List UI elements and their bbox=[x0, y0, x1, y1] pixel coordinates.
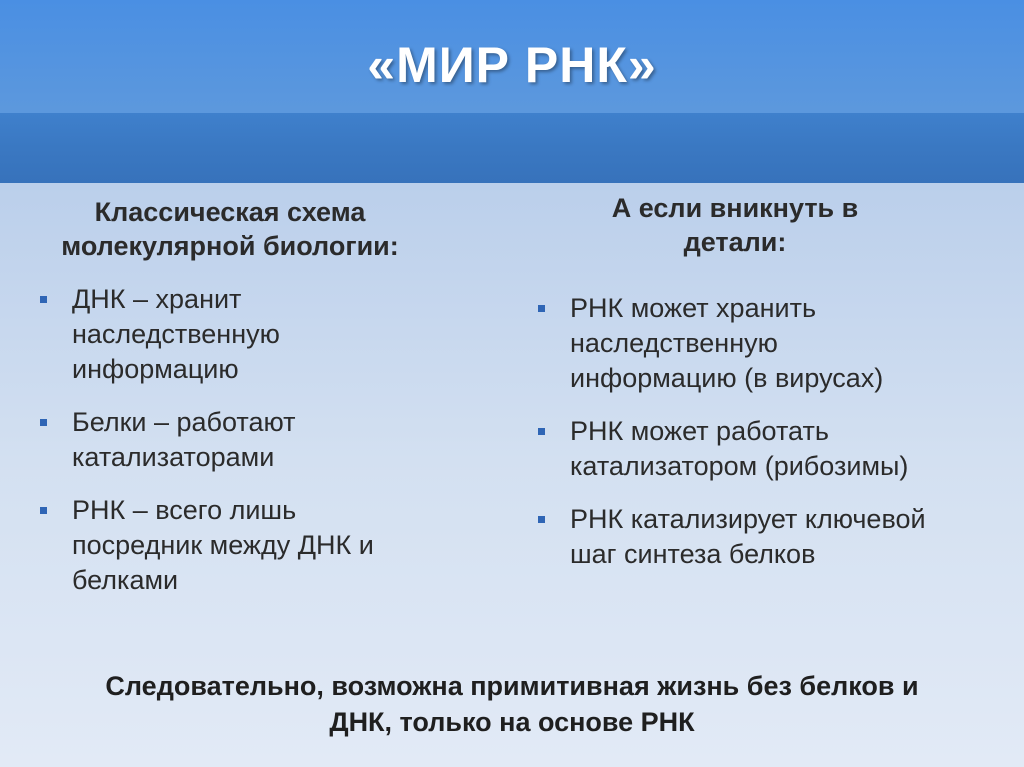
list-item bbox=[37, 493, 457, 598]
slide-header-band bbox=[0, 113, 1024, 183]
left-heading-line-2: молекулярной биологии: bbox=[61, 231, 399, 261]
conclusion-line-2: ДНК, только на основе РНК bbox=[329, 707, 695, 737]
square-bullet-icon bbox=[538, 428, 545, 435]
list-item-line: РНК катализирует ключевой bbox=[570, 504, 926, 534]
right-heading-line-1: А если вникнуть в bbox=[611, 193, 859, 223]
conclusion-text bbox=[20, 668, 1004, 740]
left-heading-line-1: Классическая схема bbox=[94, 197, 366, 227]
list-item-line: белками bbox=[72, 565, 179, 595]
square-bullet-icon bbox=[40, 296, 47, 303]
conclusion-line-1: Следовательно, возможна примитивная жизнь без белков и bbox=[105, 671, 919, 701]
list-item-line: РНК может хранить bbox=[570, 293, 817, 323]
list-item-line: наследственную bbox=[570, 328, 778, 358]
right-bullet-list bbox=[535, 291, 995, 590]
list-item-line: РНК может работать bbox=[570, 416, 829, 446]
list-item-line: шаг синтеза белков bbox=[570, 539, 816, 569]
list-item bbox=[37, 405, 457, 475]
list-item-line: Белки – работают bbox=[72, 407, 296, 437]
square-bullet-icon bbox=[538, 516, 545, 523]
list-item-line: ДНК – хранит bbox=[72, 284, 242, 314]
list-item-line: информацию bbox=[72, 354, 239, 384]
square-bullet-icon bbox=[538, 305, 545, 312]
left-bullet-list bbox=[37, 282, 457, 616]
list-item-line: информацию (в вирусах) bbox=[570, 363, 884, 393]
list-item bbox=[535, 291, 995, 396]
square-bullet-icon bbox=[40, 419, 47, 426]
slide-title: «МИР РНК» bbox=[367, 37, 657, 93]
list-item-line: посредник между ДНК и bbox=[72, 530, 374, 560]
list-item-line: РНК – всего лишь bbox=[72, 495, 297, 525]
list-item bbox=[37, 282, 457, 387]
right-column-heading bbox=[560, 191, 910, 259]
left-column-heading bbox=[20, 195, 440, 263]
square-bullet-icon bbox=[40, 507, 47, 514]
list-item-line: катализатором (рибозимы) bbox=[570, 451, 909, 481]
list-item bbox=[535, 414, 995, 484]
right-heading-line-2: детали: bbox=[683, 227, 787, 257]
list-item-line: катализаторами bbox=[72, 442, 275, 472]
list-item bbox=[535, 502, 995, 572]
list-item-line: наследственную bbox=[72, 319, 280, 349]
